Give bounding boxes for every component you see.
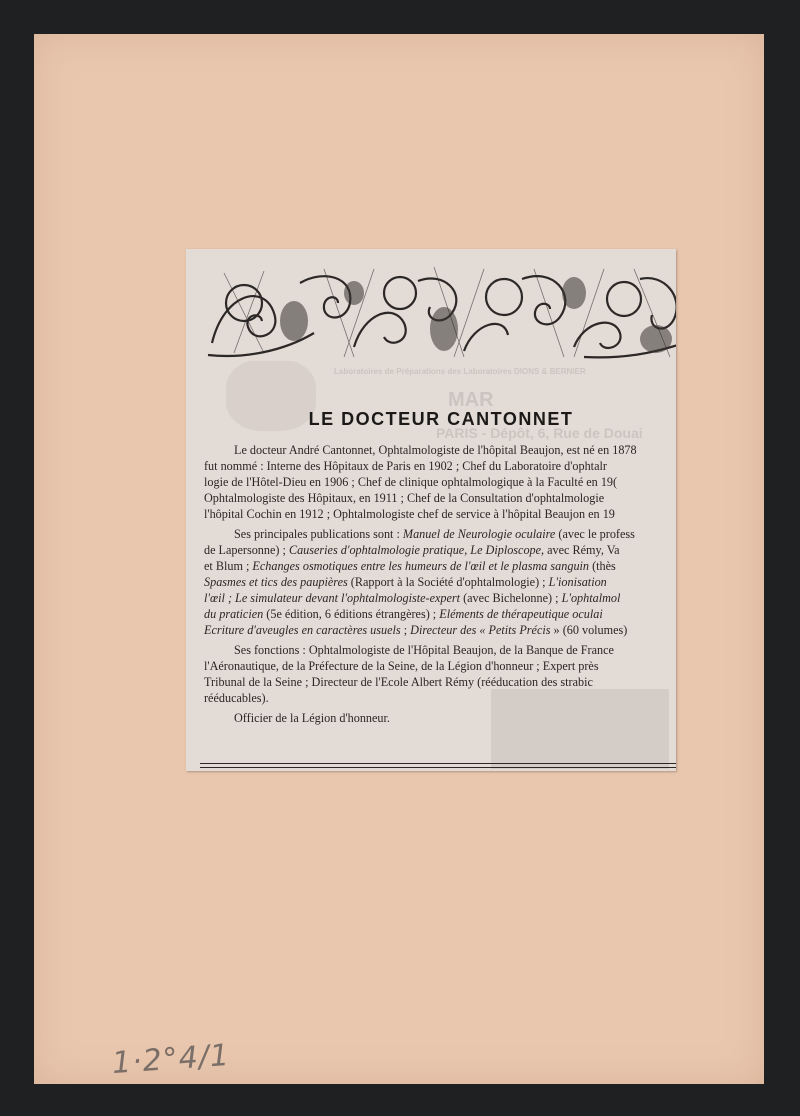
article-line bbox=[204, 658, 676, 674]
text-segment: Ses fonctions : Ophtalmologiste de l'Hôpital Beaujon, de la Banque de France bbox=[234, 643, 614, 657]
text-segment: Ophtalmologiste des Hôpitaux, en 1911 ; Chef de la Consultation d'ophtalmologie bbox=[204, 491, 605, 505]
text-segment: ; bbox=[400, 623, 411, 637]
text-segment: (avec le profess bbox=[555, 527, 635, 541]
text-segment: (Rapport à la Société d'ophtalmologie) ; bbox=[347, 575, 549, 589]
article-line bbox=[204, 490, 676, 506]
text-segment: Le docteur André Cantonnet, Ophtalmologiste de l'hôpital Beaujon, est né en 1878 bbox=[234, 443, 637, 457]
bottom-rule-lower bbox=[200, 767, 676, 768]
newspaper-clipping bbox=[186, 249, 676, 771]
article-line bbox=[204, 542, 676, 558]
text-segment: Ses principales publications sont : bbox=[234, 527, 403, 541]
article-line bbox=[204, 674, 676, 690]
article-line bbox=[204, 458, 676, 474]
italic-segment: L'ophtalmol bbox=[561, 591, 621, 605]
text-segment: avec Rémy, Va bbox=[544, 543, 620, 557]
article-line bbox=[204, 642, 676, 658]
italic-segment: du praticien bbox=[204, 607, 264, 621]
text-segment: l'Aéronautique, de la Préfecture de la Seine, de la Légion d'honneur ; Expert près bbox=[204, 659, 599, 673]
article-line bbox=[204, 622, 676, 638]
archive-pencil-note: 1·2°4/1 bbox=[110, 1037, 232, 1082]
article-line bbox=[204, 690, 676, 706]
bottom-rule-upper bbox=[200, 763, 676, 764]
text-segment: (avec Bichelonne) ; bbox=[460, 591, 562, 605]
text-segment: et Blum ; bbox=[204, 559, 253, 573]
article-line bbox=[204, 442, 676, 458]
ornament-icon bbox=[204, 263, 676, 361]
article-line bbox=[204, 506, 676, 522]
text-segment: Tribunal de la Seine ; Directeur de l'Ecole Albert Rémy (rééducation des strabic bbox=[204, 675, 593, 689]
italic-segment: Directeur des « Petits Précis bbox=[410, 623, 551, 637]
text-segment: (thès bbox=[589, 559, 616, 573]
article-line bbox=[204, 558, 676, 574]
text-segment: Officier de la Légion d'honneur. bbox=[234, 711, 390, 725]
mounting-sheet bbox=[34, 34, 764, 1084]
article-line bbox=[204, 710, 676, 726]
italic-segment: L'ionisation bbox=[548, 575, 607, 589]
italic-segment: Eléments de thérapeutique oculai bbox=[439, 607, 603, 621]
text-segment: l'hôpital Cochin en 1912 ; Ophtalmologiste chef de service à l'hôpital Beaujon en 19 bbox=[204, 507, 615, 521]
italic-segment: l'œil ; Le simulateur devant l'ophtalmologiste-expert bbox=[204, 591, 461, 605]
article-line bbox=[204, 474, 676, 490]
italic-segment: Ecriture d'aveugles en caractères usuels bbox=[204, 623, 401, 637]
text-segment: rééducables). bbox=[204, 691, 269, 705]
text-segment: (5e édition, 6 éditions étrangères) ; bbox=[263, 607, 440, 621]
italic-segment: Spasmes et tics des paupières bbox=[204, 575, 348, 589]
italic-segment: Echanges osmotiques entre les humeurs de l'œil et le plasma sanguin bbox=[252, 559, 590, 573]
text-segment: logie de l'Hôtel-Dieu en 1906 ; Chef de clinique ophtalmologique à la Faculté en 19( bbox=[204, 475, 618, 489]
show-through-line-3: PARIS - Dépôt, 6, Rue de Douai bbox=[436, 425, 643, 441]
show-through-line-1: Laboratoires de Préparations des Laboratoires DIONS & BERNIER bbox=[334, 367, 586, 376]
italic-segment: Manuel de Neurologie oculaire bbox=[402, 527, 556, 541]
text-segment: fut nommé : Interne des Hôpitaux de Paris en 1902 ; Chef du Laboratoire d'ophtalr bbox=[204, 459, 607, 473]
article-line bbox=[204, 590, 676, 606]
article-line bbox=[204, 526, 676, 542]
show-through-line-2: MAR bbox=[448, 389, 494, 411]
article-line bbox=[204, 574, 676, 590]
article-title: LE DOCTEUR CANTONNET bbox=[308, 409, 574, 429]
text-segment: de Lapersonne) ; bbox=[204, 543, 289, 557]
text-segment: » (60 volumes) bbox=[550, 623, 628, 637]
article-line bbox=[204, 606, 676, 622]
article-body bbox=[204, 442, 676, 726]
italic-segment: Causeries d'ophtalmologie pratique, Le Diploscope, bbox=[288, 543, 545, 557]
